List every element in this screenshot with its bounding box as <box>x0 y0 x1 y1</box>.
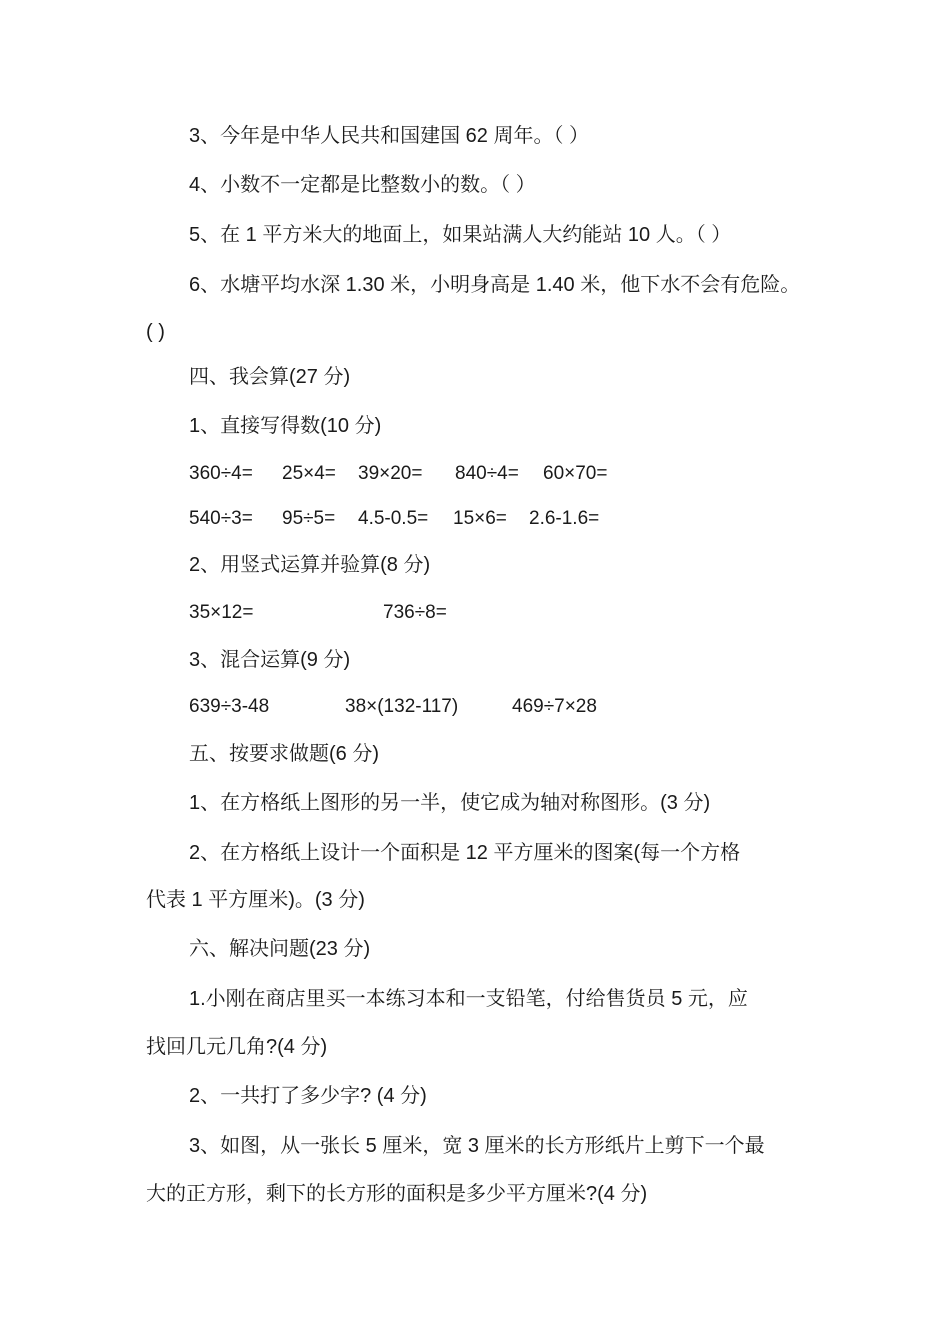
judgment-item-4: 4、小数不一定都是比整数小的数。（ ） <box>189 174 536 196</box>
section-5-item-1: 1、在方格纸上图形的另一半，使它成为轴对称图形。(3 分) <box>189 792 711 814</box>
section-5-item-2-line2: 代表 1 平方厘米)。(3 分) <box>146 889 365 911</box>
section-5-title: 五、按要求做题(6 分) <box>189 743 379 765</box>
section-6-item-3-line1: 3、如图，从一张长 5 厘米，宽 3 厘米的长方形纸片上剪下一个最 <box>189 1135 765 1157</box>
calc-item: 39×20= <box>358 463 423 484</box>
calc-item: 15×6= <box>453 508 507 529</box>
section-6-item-2: 2、一共打了多少字? (4 分) <box>189 1085 427 1107</box>
calc-item: 736÷8= <box>383 602 447 623</box>
section-4-part-1-title: 1、直接写得数(10 分) <box>189 415 382 437</box>
calc-item: 2.6-1.6= <box>529 508 600 529</box>
judgment-item-6-line1: 6、水塘平均水深 1.30 米，小明身高是 1.40 米，他下水不会有危险。 <box>189 274 801 296</box>
judgment-item-6-line2: ( ) <box>146 321 165 343</box>
section-5-item-2-line1: 2、在方格纸上设计一个面积是 12 平方厘米的图案(每一个方格 <box>189 842 741 864</box>
judgment-item-5: 5、在 1 平方米大的地面上，如果站满人大约能站 10 人。（ ） <box>189 224 732 246</box>
section-6-item-1-line2: 找回几元几角?(4 分) <box>146 1036 328 1058</box>
section-4-part-3-title: 3、混合运算(9 分) <box>189 649 351 671</box>
calc-item: 60×70= <box>543 463 608 484</box>
calc-item: 95÷5= <box>282 508 336 529</box>
section-4-title: 四、我会算(27 分) <box>189 366 351 388</box>
section-4-part-2-title: 2、用竖式运算并验算(8 分) <box>189 554 431 576</box>
section-6-item-3-line2: 大的正方形，剩下的长方形的面积是多少平方厘米?(4 分) <box>146 1183 648 1205</box>
calc-item: 38×(132-117) <box>345 696 459 717</box>
section-6-title: 六、解决问题(23 分) <box>189 938 371 960</box>
calc-item: 25×4= <box>282 463 336 484</box>
calc-item: 360÷4= <box>189 463 253 484</box>
judgment-item-3: 3、今年是中华人民共和国建国 62 周年。（ ） <box>189 125 590 147</box>
section-6-item-1-line1: 1.小刚在商店里买一本练习本和一支铅笔，付给售货员 5 元，应 <box>189 988 748 1010</box>
calc-item: 35×12= <box>189 602 254 623</box>
calc-item: 540÷3= <box>189 508 253 529</box>
calc-item: 840÷4= <box>455 463 519 484</box>
calc-item: 469÷7×28 <box>512 696 597 717</box>
calc-item: 639÷3-48 <box>189 696 270 717</box>
calc-item: 4.5-0.5= <box>358 508 429 529</box>
